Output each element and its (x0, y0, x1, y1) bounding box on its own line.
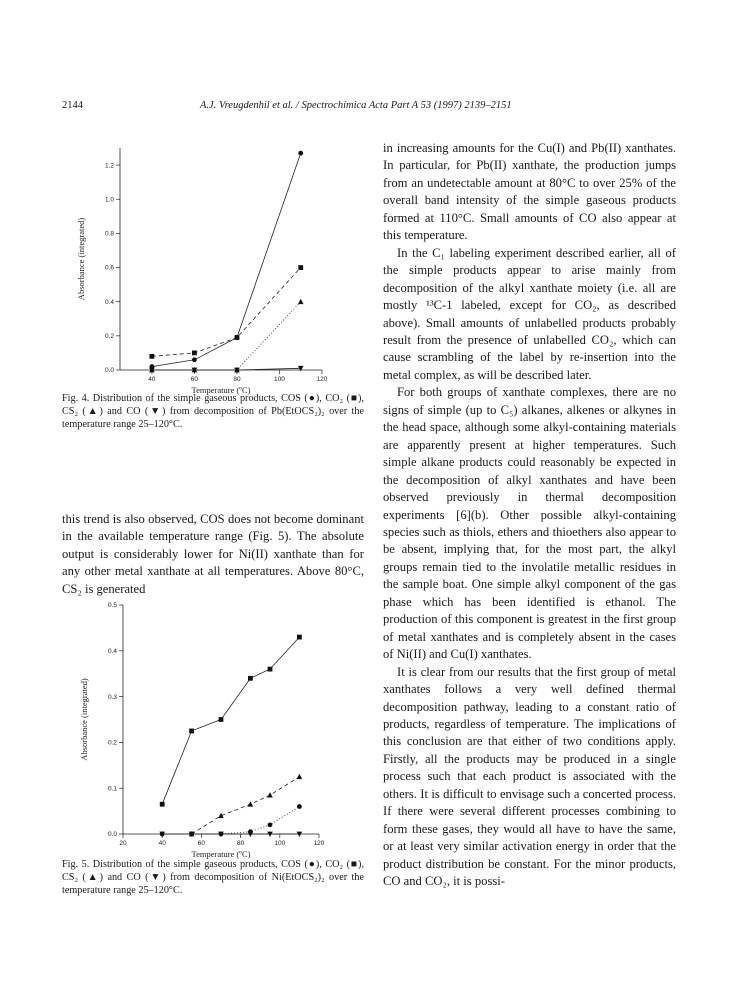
data-point-circle (268, 822, 273, 827)
y-tick-label: 0.1 (107, 785, 117, 793)
paragraph: this trend is also observed, COS does not become dominant in the available temperature range (Fig. 5). The absolute output is considerably lower for Ni(II) xanthate than for any other metal xanthate at all temperatures. Above 80°C, CS₂ is generated (62, 512, 364, 596)
data-point-circle (192, 357, 197, 362)
data-point-triangle-up (298, 299, 304, 304)
figure-4-caption: Fig. 4. Distribution of the simple gaseous products, COS (●), CO₂ (■), CS₂ (▲) and CO (▼) from decomposition of Pb(EtOCS₂)₂ over the temperature range 25–120°C. (62, 393, 364, 430)
page-header (62, 100, 674, 116)
x-tick-label: 80 (236, 840, 245, 847)
data-point-triangle-up (297, 774, 303, 779)
data-point-triangle-up (267, 792, 273, 797)
x-tick-label: 120 (313, 840, 325, 847)
y-tick-label: 0.8 (104, 230, 114, 238)
x-tick-label: 100 (274, 376, 285, 383)
y-axis-label: Absorbance (integrated) (76, 217, 86, 301)
figure-4-chart (62, 128, 364, 395)
x-tick-label: 80 (233, 376, 241, 383)
data-point-square (192, 351, 197, 356)
y-tick-label: 0.4 (104, 298, 114, 306)
paragraph: in increasing amounts for the Cu(I) and Pb(II) xanthates. In particular, for Pb(II) xanthate, the production jumps from an undetectable amount at 80°C to over 25% of the overall band intensity of the simple gaseous products formed at 110°C. Small amounts of CO also appear at this temperature. (383, 141, 676, 243)
left-body-text (62, 511, 364, 598)
y-axis-label: Absorbance (integrated) (79, 678, 89, 761)
right-column (383, 140, 676, 890)
figure-5 (62, 590, 364, 897)
data-point-circle (297, 804, 302, 809)
data-point-square (298, 265, 303, 270)
series-line (162, 637, 299, 804)
y-tick-label: 0.2 (107, 739, 117, 747)
data-point-square (268, 667, 273, 672)
data-point-square (219, 717, 224, 722)
x-tick-label: 40 (148, 376, 156, 383)
data-point-square (297, 635, 302, 640)
series-line (152, 153, 301, 367)
series-line (192, 777, 300, 834)
series-line (162, 807, 299, 835)
y-tick-label: 0.6 (104, 264, 114, 272)
x-tick-label: 120 (316, 376, 328, 383)
y-tick-label: 0.3 (107, 693, 117, 701)
data-point-triangle-up (218, 813, 224, 818)
data-point-triangle-up (248, 801, 254, 806)
x-axis-label: Temperature (ºC) (191, 385, 251, 395)
x-tick-label: 60 (197, 840, 206, 847)
x-tick-label: 20 (119, 840, 127, 847)
figure-5-chart (62, 590, 364, 859)
data-point-square (160, 802, 165, 807)
figure-4 (62, 128, 364, 431)
x-tick-label: 60 (190, 376, 199, 383)
paragraph: In the C₁ labeling experiment described earlier, all of the simple products appear to arise mainly from decomposition of the alkyl xanthate moiety (i.e. all are mostly ¹³C-1 labeled, except for CO₂, as described above). Small amounts of unlabelled products probably result from the presence of unlabelled CO₂, which can cause scrambling of the label by re-insertion into the metal complex, as will be described later. (383, 245, 676, 382)
x-tick-label: 40 (158, 840, 166, 847)
data-point-square (189, 729, 194, 734)
x-axis-label: Temperature (ºC) (191, 849, 251, 859)
y-tick-label: 1.2 (104, 162, 114, 170)
series-line (152, 302, 301, 370)
data-point-square (149, 354, 154, 359)
y-tick-label: 0.0 (107, 831, 117, 839)
page-number: 2144 (62, 100, 83, 111)
y-tick-label: 0.2 (104, 333, 114, 341)
y-tick-label: 0.4 (107, 648, 117, 655)
y-tick-label: 0.5 (107, 602, 117, 610)
y-tick-label: 1.0 (104, 196, 114, 204)
x-tick-label: 100 (274, 840, 286, 847)
data-point-square (248, 676, 253, 681)
y-tick-label: 0.0 (104, 367, 114, 375)
data-point-square (235, 335, 240, 340)
data-point-circle (298, 151, 303, 156)
paragraph: For both groups of xanthate complexes, there are no signs of simple (up to C₅) alkanes, alkenes or alkynes in the head space, although some alkyl-containing materials are apparently present at higher temperatures. Such simple alkane products could reasonably be expected in the decomposition of alkyl xanthates and have been observed previously in thermal decomposition experiments [6](b). Other possible alkyl-containing species such as thiols, ethers and thioethers also appear to be absent, implying that, for the most part, the alkyl groups remain tied to the involatile metallic residues in the sample boat. One simple alkyl component of the gas phase which has been identified is ethanol. The production of this component is greatest in the first group of metal xanthates and is completely absent in the cases of Ni(II) and Cu(I) xanthates. (383, 385, 676, 662)
paragraph: It is clear from our results that the first group of metal xanthates follows a very well defined thermal decomposition pathway, leading to a constant ratio of products, regardless of temperature. The implications of this conclusion are that either of two conditions apply. Firstly, all the products may be produced in a single process such that each product is associated with the others. It is difficult to envisage such a concerted process. If there were several different processes combining to form these gases, they would all have to have the same, or at least very similar activation energy in order that the product distribution be constant. For the minor products, CO and CO₂, it is possi- (383, 664, 676, 889)
running-title: A.J. Vreugdenhil et al. / Spectrochimica Acta Part A 53 (1997) 2139–2151 (200, 100, 512, 111)
figure-5-caption: Fig. 5. Distribution of the simple gaseous products, COS (●), CO₂ (■), CS₂ (▲) and CO (▼) from decomposition of Ni(EtOCS₂)₂ over the temperature range 25–120°C. (62, 859, 364, 896)
